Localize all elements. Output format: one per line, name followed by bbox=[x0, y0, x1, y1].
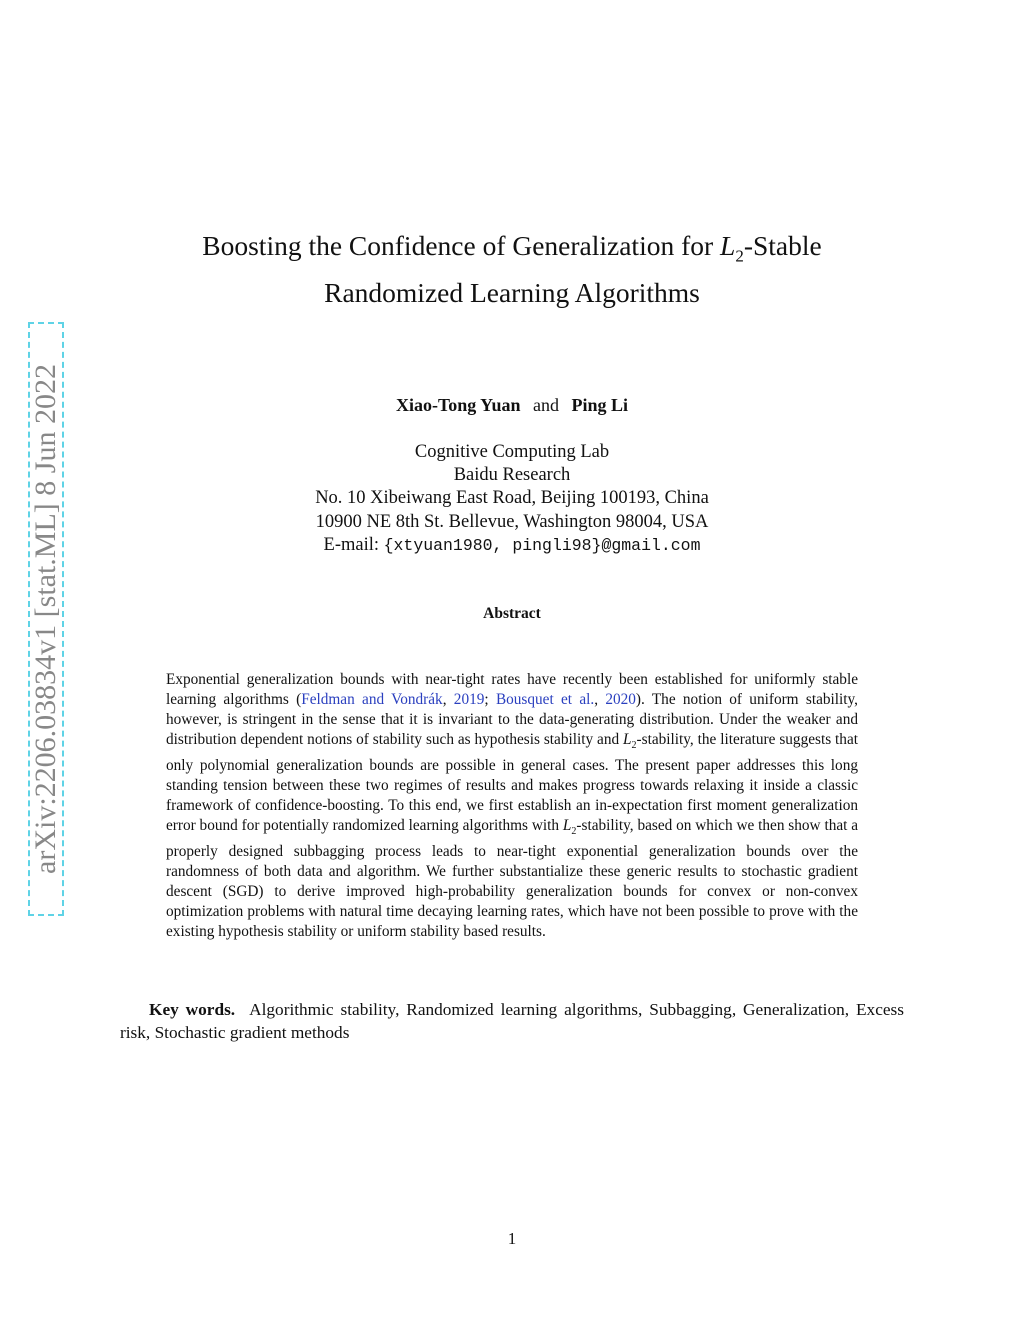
author-connector: and bbox=[533, 395, 560, 415]
affiliation-block bbox=[0, 441, 1024, 557]
citation-year-link[interactable]: 2019 bbox=[453, 691, 485, 708]
abstract-body bbox=[166, 670, 858, 942]
citation-year-link[interactable]: 2020 bbox=[605, 691, 636, 708]
citation-separator: ; bbox=[484, 691, 496, 708]
arxiv-identifier: arXiv:2206.03834v1 [stat.ML] 8 Jun 2022 bbox=[29, 364, 62, 874]
math-sub: 2 bbox=[631, 740, 637, 752]
title-math-sub: 2 bbox=[735, 246, 744, 266]
citation-link[interactable]: Bousquet et al. bbox=[495, 691, 595, 708]
keywords-label: Key words. bbox=[149, 1000, 236, 1019]
math-sub: 2 bbox=[571, 826, 577, 838]
keywords-text: Algorithmic stability, Randomized learning algorithms, Subbagging, Generalization, Excess risk, Stochastic gradient methods bbox=[120, 1000, 904, 1042]
math-var: L bbox=[623, 731, 632, 748]
math-var: L bbox=[562, 817, 572, 835]
title-line1-pre: Boosting the Confidence of Generalization for bbox=[202, 230, 721, 261]
title-math-var: L bbox=[720, 230, 736, 261]
abstract-text: -stability, based on which we then show that a properly designed subbagging process leads to near-tight exponential generalization bounds over the randomness of both data and algorithm. We further substantialize these generic results to stochastic gradient descent (SGD) to derive improved high-probability generalization bounds for convex or non-convex optimization problems with natural time decaying learning rates, which have not been possible to prove with the existing hypothesis stability or uniform stability based results. bbox=[166, 817, 859, 941]
email-line bbox=[0, 534, 1024, 557]
affiliation-org: Baidu Research bbox=[453, 465, 571, 486]
title-line2: Randomized Learning Algorithms bbox=[324, 276, 700, 308]
email-label: E-mail: bbox=[323, 534, 384, 555]
author-name: Xiao-Tong Yuan bbox=[395, 395, 521, 415]
affiliation-lab: Cognitive Computing Lab bbox=[414, 442, 610, 462]
citation-link[interactable]: Feldman and Vondrák bbox=[301, 691, 443, 708]
page-number: 1 bbox=[507, 1229, 517, 1248]
citation-separator: , bbox=[442, 691, 454, 708]
abstract-text: ). The notion of uniform stability, however, is stringent in the sense that it is invariant to the data-generating distribution. Under the weaker and distribution dependent notions of stability such as hypothesis stability and bbox=[166, 691, 858, 748]
paper-title bbox=[0, 228, 1024, 311]
citation-separator: , bbox=[594, 691, 606, 708]
author-name: Ping Li bbox=[571, 395, 629, 415]
affiliation-address: No. 10 Xibeiwang East Road, Beijing 100193, China bbox=[315, 488, 709, 509]
abstract-heading: Abstract bbox=[483, 605, 541, 622]
email-address[interactable]: {xtyuan1980, pingli98}@gmail.com bbox=[383, 535, 701, 555]
abstract-text: -stability, the literature suggests that only polynomial generalization bounds are possible in general cases. The present paper addresses this long standing tension between these two regimes of results and makes progress towards relaxing it inside a classic framework of confidence-boosting. To this end, we first establish an in-expectation first moment generalization error bound for potentially randomized learning algorithms with bbox=[166, 731, 858, 835]
keywords-block bbox=[120, 998, 904, 1044]
affiliation-address: 10900 NE 8th St. Bellevue, Washington 98004, USA bbox=[315, 511, 709, 532]
abstract-text: Exponential generalization bounds with near-tight rates have recently been established for uniformly stable learning algorithms ( bbox=[166, 671, 858, 708]
title-line1-post: -Stable bbox=[743, 230, 822, 261]
author-list bbox=[0, 395, 1024, 416]
